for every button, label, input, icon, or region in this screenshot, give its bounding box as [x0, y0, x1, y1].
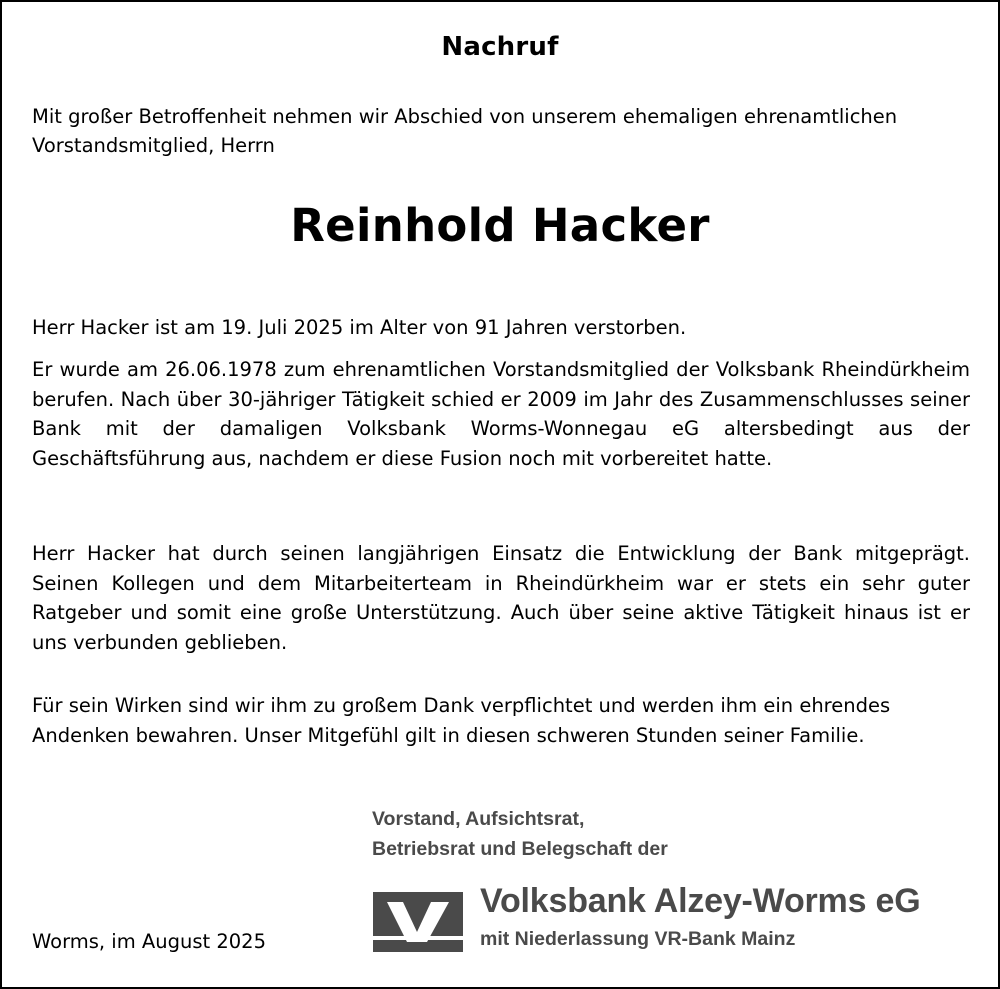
- bank-subline: mit Niederlassung VR-Bank Mainz: [480, 928, 796, 950]
- paragraph-gratitude: Für sein Wirken sind wir ihm zu großem Dank verpflichtet und werden ihm ein ehrendes Andenken bewahren. Unser Mitgefühl gilt in diesen schweren Stunden seiner Familie.: [32, 694, 891, 747]
- notice-title: Nachruf: [441, 32, 559, 62]
- place-date: Worms, im August 2025: [32, 930, 266, 953]
- signature-line-1: Vorstand, Aufsichtsrat,: [372, 808, 585, 830]
- paragraph-death-info: Herr Hacker ist am 19. Juli 2025 im Alter von 91 Jahren verstorben.: [32, 316, 687, 339]
- signature-line-2: Betriebsrat und Belegschaft der: [372, 838, 668, 860]
- paragraph-contribution: Herr Hacker hat durch seinen langjährigen Einsatz die Entwicklung der Bank mitgeprägt. Seinen Kollegen und dem Mitarbeiterteam in Rheindürkheim war er stets ein sehr guter Ratgeber und somit eine große Unterstützung. Auch über seine aktive Tätigkeit hinaus ist er uns verbunden geblieben.: [32, 542, 970, 654]
- intro-text: Mit großer Betroffenheit nehmen wir Abschied von unserem ehemaligen ehrenamtlichen Vorstandsmitglied, Herrn: [32, 105, 898, 157]
- signature-block: [372, 804, 668, 864]
- bank-name: Volksbank Alzey-Worms eG: [480, 882, 921, 920]
- paragraph-career: Er wurde am 26.06.1978 zum ehrenamtlichen Vorstandsmitglied der Volksbank Rheindürkheim berufen. Nach über 30-jähriger Tätigkeit schied er 2009 im Jahr des Zusammenschlusses seiner Bank mit der damaligen Volksbank Worms-Wonnegau eG altersbedingt aus der Geschäftsführung aus, nachdem er diese Fusion noch mit vorbereitet hatte.: [32, 358, 970, 470]
- deceased-name: Reinhold Hacker: [290, 199, 710, 252]
- volksbank-v-logo-icon: [373, 892, 463, 952]
